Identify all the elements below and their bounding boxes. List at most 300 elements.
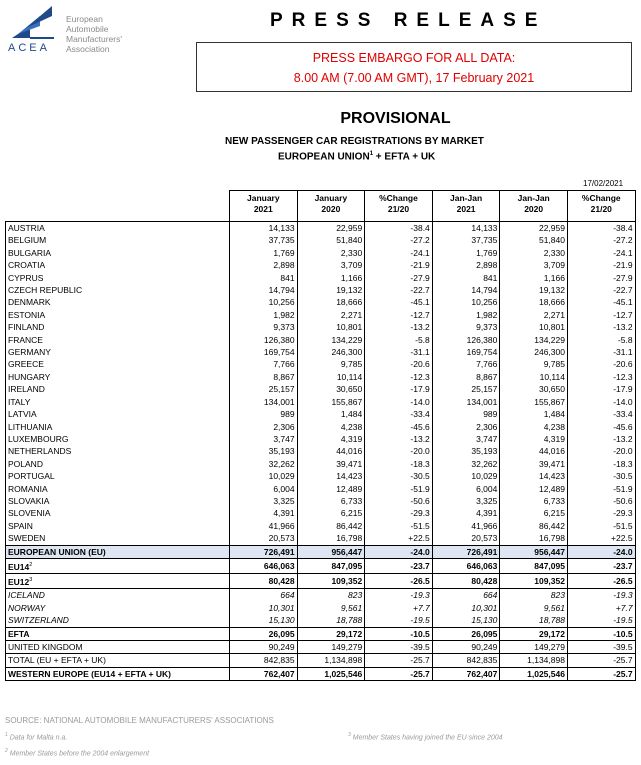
value-cell: 847,095 [500, 558, 568, 573]
market-name-cell [6, 614, 230, 627]
value-cell: 25,157 [230, 383, 298, 395]
value-cell: 841 [230, 272, 298, 284]
market-name: BELGIUM [8, 235, 47, 246]
market-name-cell [6, 507, 230, 519]
table-row [6, 234, 636, 246]
value-cell: -14.0 [567, 396, 635, 408]
value-cell: 30,650 [500, 383, 568, 395]
org-name [66, 14, 166, 54]
table-row [6, 222, 636, 235]
value-cell: -17.9 [567, 383, 635, 395]
market-name-cell [6, 458, 230, 470]
value-cell: 149,279 [500, 641, 568, 654]
value-cell: 41,966 [230, 520, 298, 532]
value-cell: 39,471 [500, 458, 568, 470]
value-cell: -10.5 [567, 627, 635, 640]
market-name-cell [6, 296, 230, 308]
table-row [6, 602, 636, 614]
market-name: CZECH REPUBLIC [8, 285, 83, 296]
market-name-cell [6, 532, 230, 545]
value-cell: 956,447 [297, 545, 365, 558]
value-cell: 25,157 [432, 383, 500, 395]
value-cell: 26,095 [432, 627, 500, 640]
market-name: SWITZERLAND [8, 615, 69, 626]
value-cell: -5.8 [567, 334, 635, 346]
footnote-1 [5, 732, 67, 741]
value-cell: -13.2 [365, 321, 433, 333]
value-cell: 1,166 [500, 272, 568, 284]
value-cell: -19.5 [567, 614, 635, 627]
market-name-cell [6, 641, 230, 654]
value-cell: 51,840 [500, 234, 568, 246]
value-cell: 9,373 [432, 321, 500, 333]
table-row [6, 371, 636, 383]
value-cell: 14,423 [500, 470, 568, 482]
table-row [6, 507, 636, 519]
market-name: HUNGARY [8, 371, 51, 382]
value-cell: -23.7 [567, 558, 635, 573]
value-cell: 842,835 [432, 654, 500, 667]
market-name-cell [6, 421, 230, 433]
value-cell: 847,095 [297, 558, 365, 573]
value-cell: -19.3 [365, 589, 433, 602]
value-cell: -21.9 [365, 259, 433, 271]
value-cell: 6,733 [297, 495, 365, 507]
value-cell: -25.7 [567, 654, 635, 667]
value-cell: 15,130 [230, 614, 298, 627]
value-cell: 80,428 [432, 574, 500, 589]
subtitle-2-sup: 1 [369, 151, 374, 157]
column-header-line: January [314, 193, 348, 203]
market-name-cell [6, 495, 230, 507]
header-blank [6, 191, 230, 222]
value-cell: 44,016 [500, 445, 568, 457]
value-cell: -22.7 [365, 284, 433, 296]
value-cell: -31.1 [365, 346, 433, 358]
value-cell: -5.8 [365, 334, 433, 346]
value-cell: 51,840 [297, 234, 365, 246]
value-cell: 1,982 [432, 309, 500, 321]
value-cell: -51.5 [365, 520, 433, 532]
value-cell: 6,004 [230, 483, 298, 495]
value-cell: 35,193 [230, 445, 298, 457]
footnote-2-text: Member States before the 2004 enlargement [9, 750, 150, 758]
value-cell: 155,867 [297, 396, 365, 408]
value-cell: 29,172 [500, 627, 568, 640]
value-cell: 20,573 [230, 532, 298, 545]
market-name-cell [6, 358, 230, 370]
value-cell: -20.6 [567, 358, 635, 370]
value-cell: 762,407 [432, 667, 500, 680]
footnote-1-text: Data for Malta n.a. [9, 734, 68, 742]
value-cell: 842,835 [230, 654, 298, 667]
value-cell: 37,735 [230, 234, 298, 246]
table-row [6, 483, 636, 495]
table-row [6, 358, 636, 370]
value-cell: 22,959 [297, 222, 365, 235]
table-row [6, 259, 636, 271]
table-row [6, 520, 636, 532]
value-cell: 32,262 [230, 458, 298, 470]
value-cell: -25.7 [567, 667, 635, 680]
value-cell: 1,769 [230, 247, 298, 259]
value-cell: 86,442 [500, 520, 568, 532]
market-name: PORTUGAL [8, 471, 55, 482]
column-header-line: Jan-Jan [517, 193, 550, 203]
footnote-2 [5, 748, 149, 757]
value-cell: 126,380 [432, 334, 500, 346]
value-cell: 1,484 [297, 408, 365, 420]
subtitle-2-text: + EFTA + UK [373, 151, 436, 163]
table-row [6, 334, 636, 346]
value-cell: -50.6 [567, 495, 635, 507]
value-cell: 10,114 [297, 371, 365, 383]
value-cell: 86,442 [297, 520, 365, 532]
value-cell: 4,391 [432, 507, 500, 519]
market-name: NORWAY [8, 602, 46, 613]
market-name-cell [6, 259, 230, 271]
market-name-cell [6, 654, 230, 667]
column-header [432, 191, 500, 222]
table-row [6, 421, 636, 433]
market-name-cell [6, 558, 230, 573]
value-cell: 14,794 [230, 284, 298, 296]
value-cell: -45.1 [365, 296, 433, 308]
value-cell: -38.4 [567, 222, 635, 235]
table-row [6, 458, 636, 470]
value-cell: -33.4 [365, 408, 433, 420]
market-name-cell [6, 627, 230, 640]
value-cell: -12.7 [567, 309, 635, 321]
org-name-line: Association [66, 44, 110, 54]
value-cell: 2,306 [432, 421, 500, 433]
value-cell: -27.2 [567, 234, 635, 246]
column-header [365, 191, 433, 222]
org-name-line: European [66, 14, 103, 24]
table-row [6, 532, 636, 545]
value-cell: +7.7 [365, 602, 433, 614]
value-cell: -29.3 [365, 507, 433, 519]
value-cell: 18,788 [500, 614, 568, 627]
value-cell: 823 [297, 589, 365, 602]
value-cell: 841 [432, 272, 500, 284]
table-row [6, 445, 636, 457]
value-cell: 32,262 [432, 458, 500, 470]
value-cell: 9,561 [500, 602, 568, 614]
registrations-table [5, 190, 636, 681]
subtitle-1: NEW PASSENGER CAR REGISTRATIONS BY MARKET [225, 136, 484, 147]
value-cell: 20,573 [432, 532, 500, 545]
value-cell: 14,423 [297, 470, 365, 482]
market-name-cell [6, 545, 230, 558]
value-cell: -45.6 [365, 421, 433, 433]
value-cell: 4,391 [230, 507, 298, 519]
value-cell: -20.0 [567, 445, 635, 457]
value-cell: 14,794 [432, 284, 500, 296]
value-cell: 15,130 [432, 614, 500, 627]
market-name-sup: 3 [29, 577, 33, 584]
provisional-heading: PROVISIONAL [340, 110, 451, 127]
value-cell: -26.5 [567, 574, 635, 589]
table-row [6, 346, 636, 358]
market-name: FRANCE [8, 334, 43, 345]
value-cell: 3,709 [500, 259, 568, 271]
table-row [6, 495, 636, 507]
table-row [6, 321, 636, 333]
value-cell: -24.0 [567, 545, 635, 558]
table-body [6, 222, 636, 681]
value-cell: -30.5 [365, 470, 433, 482]
market-name: TOTAL (EU + EFTA + UK) [8, 655, 106, 666]
value-cell: 134,229 [297, 334, 365, 346]
market-name: WESTERN EUROPE (EU14 + EFTA + UK) [8, 668, 171, 679]
market-name: ROMANIA [8, 483, 48, 494]
subtitle-2 [278, 151, 435, 162]
market-name-cell [6, 667, 230, 680]
market-name-cell [6, 272, 230, 284]
value-cell: 29,172 [297, 627, 365, 640]
value-cell: -12.7 [365, 309, 433, 321]
market-name: DENMARK [8, 297, 51, 308]
column-header-line: %Change [379, 193, 418, 203]
value-cell: 3,325 [432, 495, 500, 507]
release-date: 17/02/2021 [583, 179, 624, 188]
table-header-row [6, 191, 636, 222]
value-cell: 18,788 [297, 614, 365, 627]
value-cell: 14,133 [432, 222, 500, 235]
value-cell: -18.3 [365, 458, 433, 470]
embargo-box [196, 42, 632, 92]
market-name: FINLAND [8, 322, 45, 333]
value-cell: 149,279 [297, 641, 365, 654]
value-cell: 3,709 [297, 259, 365, 271]
value-cell: 6,215 [500, 507, 568, 519]
value-cell: 2,898 [432, 259, 500, 271]
table-row [6, 309, 636, 321]
value-cell: 7,766 [230, 358, 298, 370]
value-cell: -45.6 [567, 421, 635, 433]
value-cell: -24.1 [567, 247, 635, 259]
value-cell: 2,330 [500, 247, 568, 259]
value-cell: -12.3 [365, 371, 433, 383]
value-cell: 8,867 [432, 371, 500, 383]
value-cell: -30.5 [567, 470, 635, 482]
value-cell: -51.9 [365, 483, 433, 495]
value-cell: 10,301 [432, 602, 500, 614]
value-cell: 1,769 [432, 247, 500, 259]
market-name-cell [6, 589, 230, 602]
value-cell: -10.5 [365, 627, 433, 640]
value-cell: 4,319 [297, 433, 365, 445]
market-name-cell [6, 574, 230, 589]
table-row [6, 408, 636, 420]
market-name: IRELAND [8, 384, 45, 395]
table-row [6, 284, 636, 296]
value-cell: 9,561 [297, 602, 365, 614]
table-row [6, 272, 636, 284]
value-cell: -33.4 [567, 408, 635, 420]
market-name-cell [6, 371, 230, 383]
market-name-cell [6, 483, 230, 495]
embargo-line1: PRESS EMBARGO FOR ALL DATA: [312, 51, 516, 65]
footnote-3 [348, 732, 503, 741]
value-cell: -18.3 [567, 458, 635, 470]
market-name-cell [6, 445, 230, 457]
value-cell: 169,754 [230, 346, 298, 358]
market-name: LITHUANIA [8, 421, 53, 432]
market-name-cell [6, 396, 230, 408]
value-cell: 989 [230, 408, 298, 420]
value-cell: 10,029 [432, 470, 500, 482]
table-row [6, 627, 636, 640]
value-cell: 109,352 [500, 574, 568, 589]
value-cell: +22.5 [567, 532, 635, 545]
value-cell: 6,733 [500, 495, 568, 507]
value-cell: -31.1 [567, 346, 635, 358]
value-cell: 2,306 [230, 421, 298, 433]
column-header-line: %Change [581, 193, 621, 203]
value-cell: 109,352 [297, 574, 365, 589]
value-cell: 1,025,546 [500, 667, 568, 680]
market-name: GREECE [8, 359, 44, 370]
table-row [6, 589, 636, 602]
value-cell: 1,134,898 [500, 654, 568, 667]
market-name: LATVIA [8, 409, 37, 420]
value-cell: +22.5 [365, 532, 433, 545]
value-cell: -21.9 [567, 259, 635, 271]
value-cell: -29.3 [567, 507, 635, 519]
value-cell: 9,373 [230, 321, 298, 333]
table-row [6, 545, 636, 558]
market-name-cell [6, 520, 230, 532]
market-name: SLOVAKIA [8, 495, 50, 506]
value-cell: 1,982 [230, 309, 298, 321]
value-cell: 2,330 [297, 247, 365, 259]
value-cell: 246,300 [297, 346, 365, 358]
value-cell: 8,867 [230, 371, 298, 383]
value-cell: 6,215 [297, 507, 365, 519]
market-name: SPAIN [8, 520, 33, 531]
value-cell: 10,029 [230, 470, 298, 482]
market-name-cell [6, 309, 230, 321]
value-cell: 989 [432, 408, 500, 420]
market-name-cell [6, 284, 230, 296]
value-cell: -17.9 [365, 383, 433, 395]
column-header-line: 2021 [456, 204, 476, 214]
value-cell: 2,898 [230, 259, 298, 271]
value-cell: 18,666 [500, 296, 568, 308]
value-cell: 646,063 [432, 558, 500, 573]
value-cell: 10,256 [432, 296, 500, 308]
value-cell: -26.5 [365, 574, 433, 589]
table-row [6, 558, 636, 573]
value-cell: 10,114 [500, 371, 568, 383]
market-name: GERMANY [8, 347, 51, 358]
column-header [567, 191, 635, 222]
value-cell: 134,001 [432, 396, 500, 408]
market-name: ESTONIA [8, 309, 46, 320]
market-name-cell [6, 222, 230, 235]
value-cell: -24.0 [365, 545, 433, 558]
value-cell: 762,407 [230, 667, 298, 680]
market-name: BULGARIA [8, 247, 51, 258]
value-cell: 80,428 [230, 574, 298, 589]
value-cell: 6,004 [432, 483, 500, 495]
value-cell: -19.3 [567, 589, 635, 602]
column-header [230, 191, 298, 222]
footnote-3-text: Member States having joined the EU since 2004 [352, 734, 503, 742]
value-cell: 10,301 [230, 602, 298, 614]
value-cell: 4,238 [297, 421, 365, 433]
value-cell: 1,484 [500, 408, 568, 420]
market-name-sup: 2 [29, 561, 33, 568]
table-row [6, 641, 636, 654]
value-cell: -13.2 [365, 433, 433, 445]
column-header-line: Jan-Jan [450, 193, 483, 203]
value-cell: 90,249 [230, 641, 298, 654]
market-name: EU12 [8, 577, 30, 588]
value-cell: 3,747 [230, 433, 298, 445]
org-name-line: Manufacturers' [66, 34, 122, 44]
value-cell: 19,132 [297, 284, 365, 296]
market-name: AUSTRIA [8, 223, 45, 233]
value-cell: 7,766 [432, 358, 500, 370]
value-cell: 16,798 [297, 532, 365, 545]
column-header [500, 191, 568, 222]
value-cell: -45.1 [567, 296, 635, 308]
value-cell: -27.9 [365, 272, 433, 284]
value-cell: 664 [432, 589, 500, 602]
value-cell: 126,380 [230, 334, 298, 346]
acea-logo-mark-icon [10, 4, 54, 40]
market-name-cell [6, 247, 230, 259]
value-cell: 22,959 [500, 222, 568, 235]
column-header-line: 2020 [524, 204, 544, 214]
market-name-cell [6, 602, 230, 614]
value-cell: 37,735 [432, 234, 500, 246]
value-cell: +7.7 [567, 602, 635, 614]
market-name: EUROPEAN UNION (EU) [8, 546, 106, 557]
value-cell: 10,801 [297, 321, 365, 333]
market-name: LUXEMBOURG [8, 433, 69, 444]
column-header-line: 21/20 [387, 204, 410, 214]
value-cell: 3,747 [432, 433, 500, 445]
market-name-cell [6, 234, 230, 246]
value-cell: -50.6 [365, 495, 433, 507]
table-row [6, 667, 636, 680]
table-row [6, 433, 636, 445]
column-header-line: 2020 [321, 204, 341, 214]
value-cell: 4,238 [500, 421, 568, 433]
value-cell: 10,801 [500, 321, 568, 333]
value-cell: 10,256 [230, 296, 298, 308]
table-row [6, 296, 636, 308]
value-cell: -12.3 [567, 371, 635, 383]
market-name: CYPRUS [8, 272, 44, 283]
value-cell: -22.7 [567, 284, 635, 296]
market-name: UNITED KINGDOM [8, 642, 83, 653]
value-cell: 30,650 [297, 383, 365, 395]
value-cell: -39.5 [567, 641, 635, 654]
value-cell: -14.0 [365, 396, 433, 408]
value-cell: 2,271 [297, 309, 365, 321]
column-header-line: 2021 [253, 204, 273, 214]
value-cell: 41,966 [432, 520, 500, 532]
value-cell: -19.5 [365, 614, 433, 627]
value-cell: 134,229 [500, 334, 568, 346]
value-cell: -25.7 [365, 667, 433, 680]
value-cell: -51.5 [567, 520, 635, 532]
